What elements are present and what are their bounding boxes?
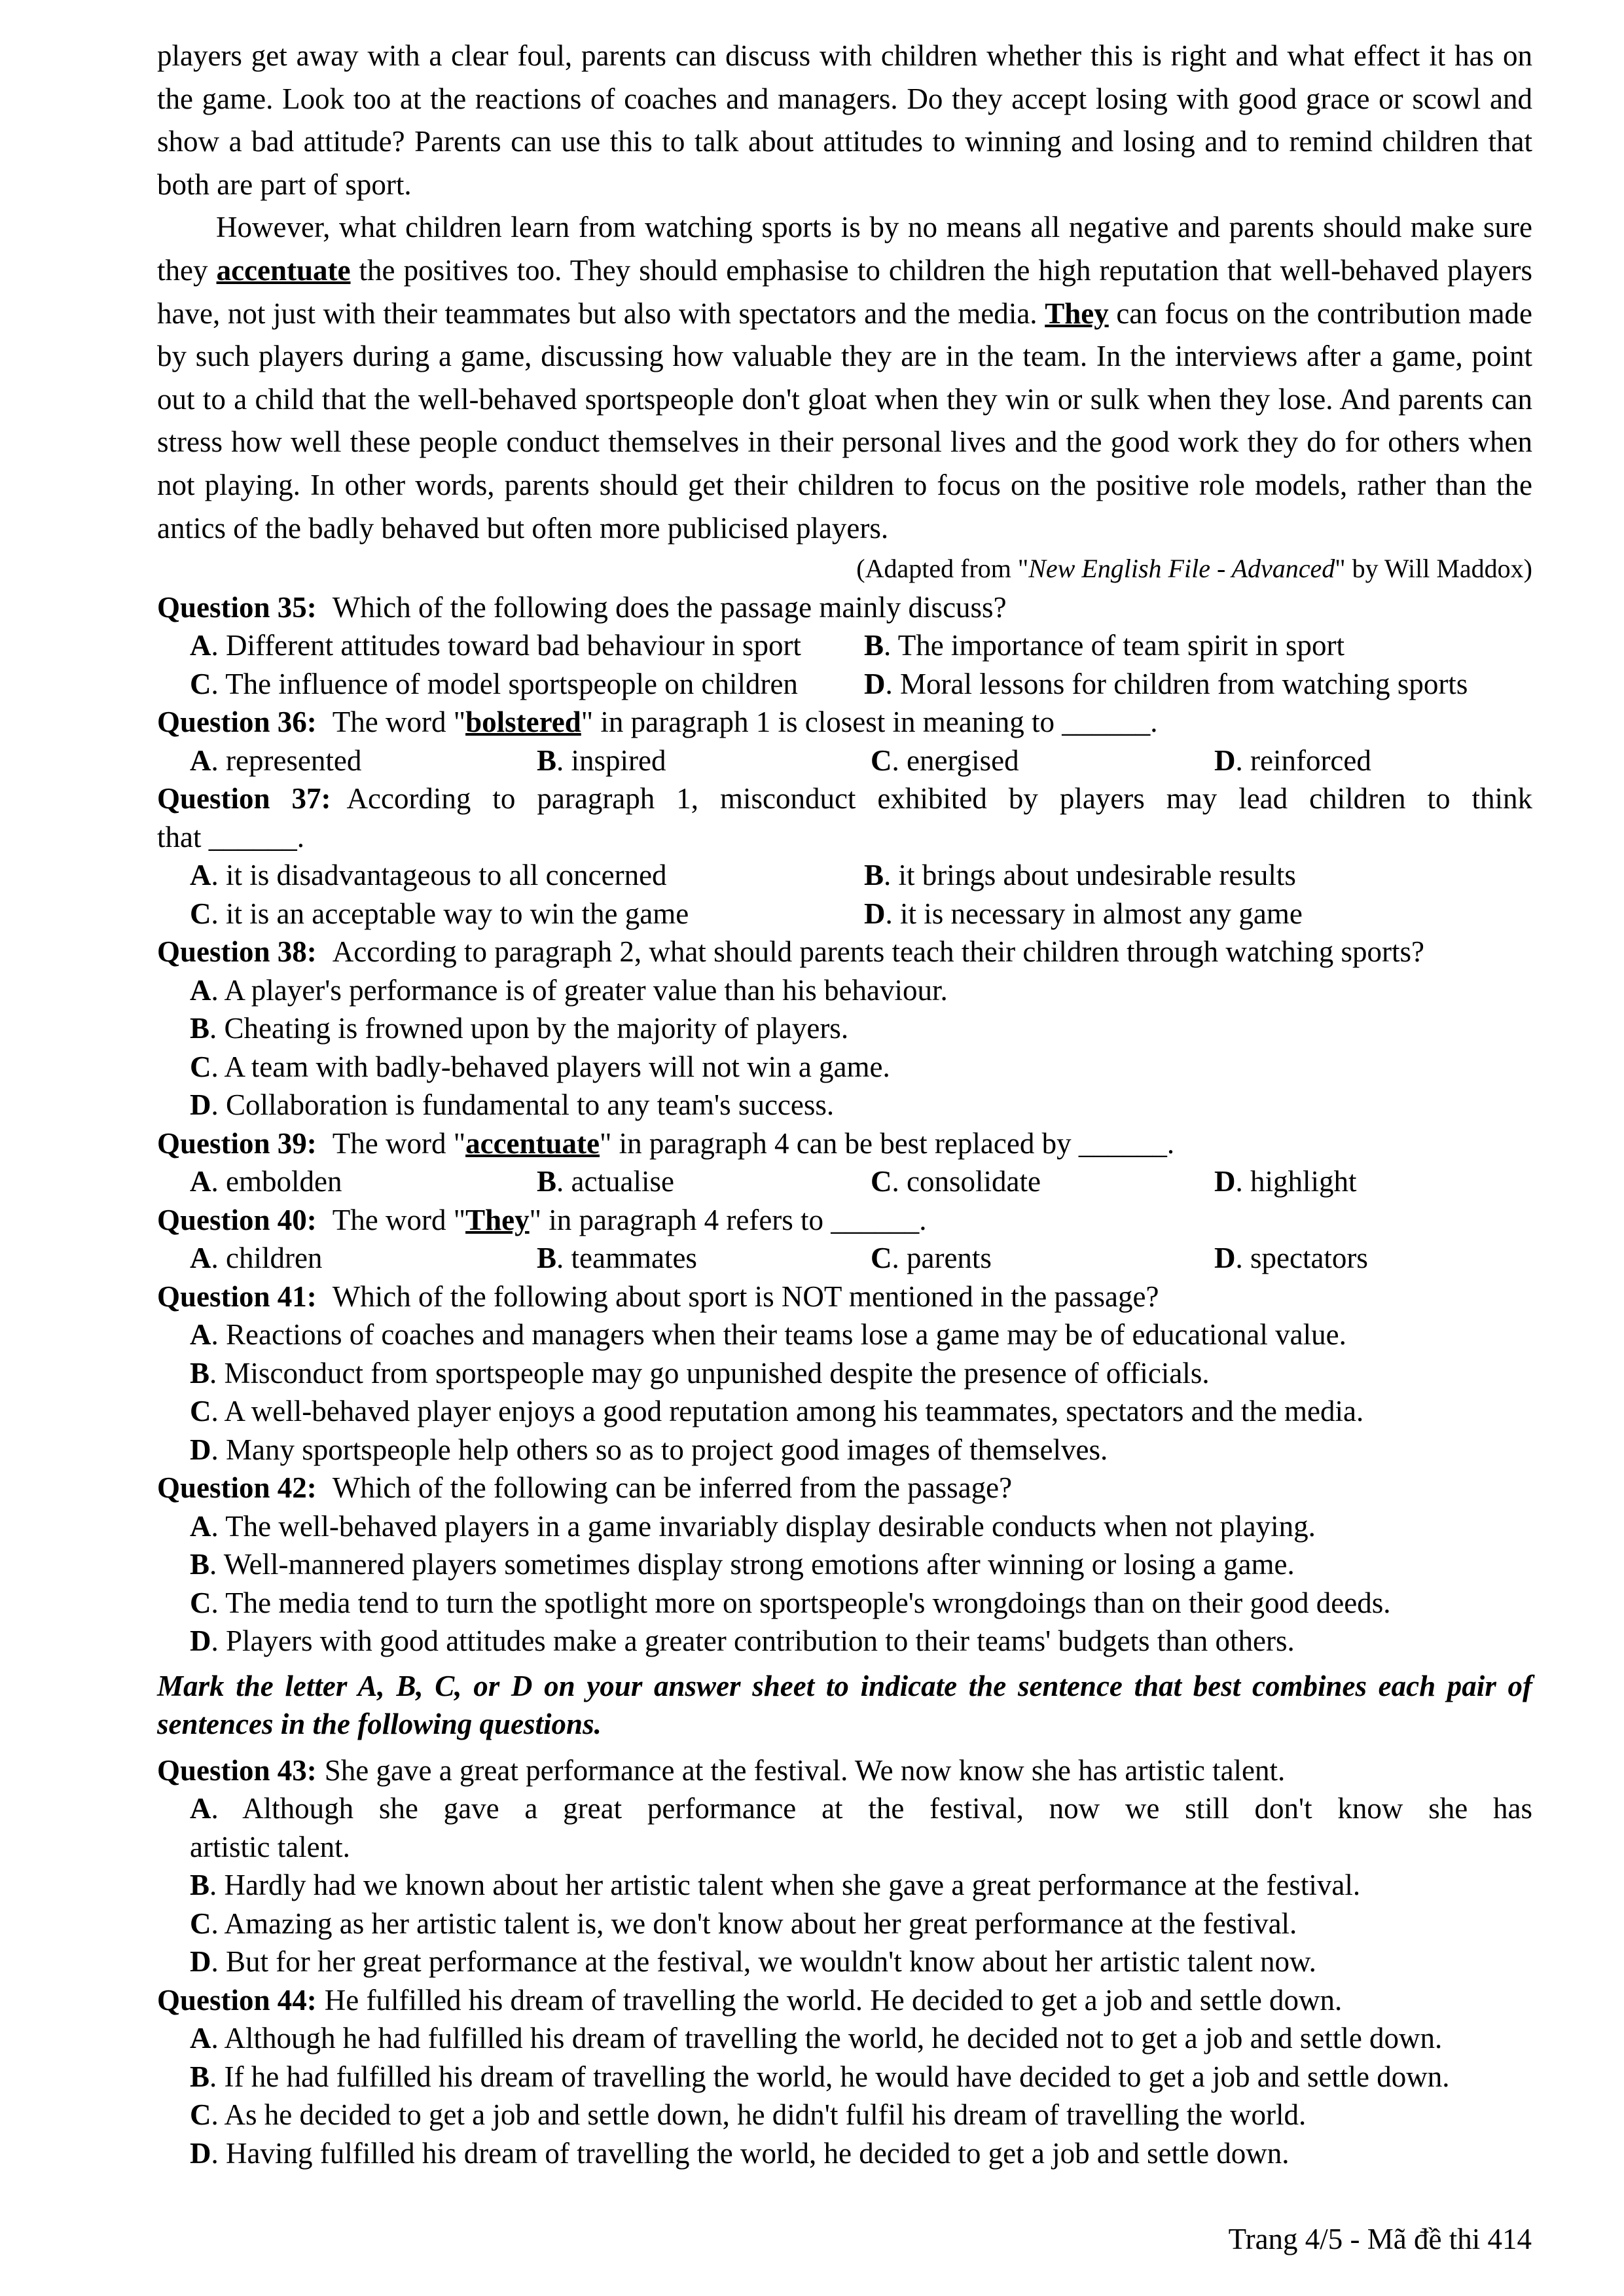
option-letter: C . <box>190 2098 225 2131</box>
option-text: Although he had fulfilled his dream of travelling the world, he decided not to get a job and settle down. <box>224 2022 1443 2055</box>
option-text: highlight <box>1250 1165 1357 1198</box>
option-letter: A . <box>190 1510 225 1543</box>
option-text: energised <box>907 744 1019 777</box>
keyword-they: They <box>1045 296 1109 330</box>
option-letter: C . <box>871 1242 907 1274</box>
option-letter: A . <box>190 974 225 1007</box>
option-letter: B . <box>864 629 898 662</box>
option-37-d <box>864 895 1532 933</box>
option-text: The media tend to turn the spotlight more on sportspeople's wrongdoings than on their good deeds. <box>225 1586 1391 1619</box>
option-44-d <box>157 2134 1532 2173</box>
question-35-label: Question 35: <box>157 590 317 624</box>
option-35-a <box>157 626 864 665</box>
question-39-stem <box>157 1124 1532 1163</box>
question-40-text: " in paragraph 4 refers to ______. <box>529 1203 927 1236</box>
option-text: inspired <box>571 744 666 777</box>
option-text: Amazing as her artistic talent is, we don't know about her great performance at the festival. <box>224 1907 1297 1940</box>
keyword-accentuate-ref: accentuate <box>465 1126 600 1160</box>
option-37-c <box>157 895 864 933</box>
question-36-options-row <box>157 742 1532 780</box>
option-text: embolden <box>226 1165 342 1198</box>
question-35-text: Which of the following does the passage mainly discuss? <box>332 590 1007 624</box>
option-letter: A . <box>190 1792 242 1825</box>
question-41-label: Question 41: <box>157 1280 317 1313</box>
question-39-label: Question 39: <box>157 1126 317 1160</box>
question-42-stem <box>157 1469 1532 1507</box>
option-text: Cheating is frowned upon by the majority of players. <box>224 1012 849 1045</box>
option-35-c <box>157 665 864 704</box>
option-letter: D . <box>864 897 900 930</box>
question-43-label: Question 43: <box>157 1753 317 1787</box>
option-42-b <box>157 1545 1532 1584</box>
option-39-d <box>1214 1162 1532 1201</box>
option-40-a <box>157 1239 537 1278</box>
option-text: Different attitudes toward bad behaviour in sport <box>226 629 801 662</box>
option-letter: C . <box>190 668 225 700</box>
option-text: Well-mannered players sometimes display strong emotions after winning or losing a game. <box>223 1548 1295 1581</box>
attribution-title: New English File - Advanced <box>1028 554 1335 584</box>
option-letter: C . <box>190 1395 225 1427</box>
option-text: represented <box>226 744 362 777</box>
option-letter: C . <box>190 1907 225 1940</box>
question-35-options-row-1 <box>157 626 1532 665</box>
attribution-close: " by Will Maddox) <box>1335 554 1532 584</box>
passage-paragraph-2 <box>157 206 1532 550</box>
option-41-c <box>157 1392 1532 1431</box>
option-letter: B . <box>190 2060 225 2093</box>
question-38-label: Question 38: <box>157 935 317 969</box>
option-42-d <box>157 1622 1532 1660</box>
question-43 <box>157 1751 1532 1981</box>
question-37-options-row-2 <box>157 895 1532 933</box>
option-letter: B . <box>537 1242 571 1274</box>
option-letter: B . <box>864 859 899 891</box>
option-41-b <box>157 1354 1532 1393</box>
option-39-b <box>537 1162 871 1201</box>
page-footer: Trang 4/5 - Mã đề thi 414 <box>1228 2223 1532 2255</box>
option-letter: D . <box>190 1945 226 1978</box>
option-40-b <box>537 1239 871 1278</box>
passage-text: the positives too. They should emphasise to children the high reputation that well-behaved players have, not just with their teammates but also with spectators and the media. <box>157 253 1532 330</box>
option-letter: D . <box>190 2137 226 2170</box>
question-37-stem-continued: that ______. <box>157 820 304 853</box>
option-text: Reactions of coaches and managers when their teams lose a game may be of educational value. <box>226 1318 1346 1352</box>
option-text: Collaboration is fundamental to any team's success. <box>226 1088 835 1122</box>
question-44-text: He fulfilled his dream of travelling the world. He decided to get a job and settle down. <box>324 1983 1343 2017</box>
question-41-stem <box>157 1278 1532 1316</box>
option-44-b <box>157 2058 1532 2096</box>
question-35-stem <box>157 588 1532 627</box>
option-letter: C . <box>871 744 907 777</box>
option-letter: C . <box>190 897 226 930</box>
question-35 <box>157 588 1532 704</box>
question-39 <box>157 1124 1532 1201</box>
question-36-label: Question 36: <box>157 706 317 739</box>
option-letter: B . <box>190 1548 224 1581</box>
option-43-b <box>157 1866 1532 1905</box>
passage-text: However, what children learn from watching sports is by no means all negative and parents should make sure they <box>157 211 1532 287</box>
option-36-c <box>871 742 1214 780</box>
option-38-a <box>157 971 1532 1010</box>
question-40-label: Question 40: <box>157 1203 317 1236</box>
option-44-a <box>157 2019 1532 2058</box>
keyword-they-ref: They <box>465 1203 530 1236</box>
option-letter: B . <box>190 1012 225 1045</box>
question-43-stem <box>157 1751 1532 1790</box>
option-39-a <box>157 1162 537 1201</box>
option-text: If he had fulfilled his dream of travelling the world, he would have decided to get a job and settle down. <box>224 2060 1450 2093</box>
option-text: consolidate <box>907 1165 1041 1198</box>
option-43-d <box>157 1943 1532 1981</box>
option-letter: D . <box>1214 744 1250 777</box>
option-letter: D . <box>190 1088 226 1121</box>
option-letter: A . <box>190 859 226 891</box>
question-36 <box>157 703 1532 780</box>
option-letter: D . <box>1214 1242 1250 1274</box>
question-37 <box>157 780 1532 933</box>
option-36-d <box>1214 742 1532 780</box>
option-letter: B . <box>537 744 571 777</box>
keyword-accentuate: accentuate <box>216 253 351 287</box>
reading-passage <box>157 35 1532 550</box>
question-36-text: The word " <box>332 706 466 739</box>
option-text: it is disadvantageous to all concerned <box>226 859 667 892</box>
option-letter: D . <box>864 668 900 700</box>
option-letter: B . <box>537 1165 571 1198</box>
option-text: The well-behaved players in a game invariably display desirable conducts when not playing. <box>225 1509 1316 1543</box>
option-43-c <box>157 1905 1532 1943</box>
question-44-stem <box>157 1981 1532 2020</box>
question-42 <box>157 1469 1532 1660</box>
option-letter: B . <box>190 1357 225 1390</box>
option-text: Although she gave a great performance at the festival, now we still don't know she has <box>242 1792 1532 1825</box>
option-38-c <box>157 1048 1532 1086</box>
option-38-d <box>157 1086 1532 1124</box>
option-40-c <box>871 1239 1214 1278</box>
question-42-text: Which of the following can be inferred from the passage? <box>332 1471 1013 1505</box>
question-37-text: According to paragraph 1, misconduct exhibited by players may lead children to think <box>346 782 1533 816</box>
question-41 <box>157 1278 1532 1469</box>
question-38-stem <box>157 933 1532 971</box>
option-42-c <box>157 1584 1532 1623</box>
option-text: actualise <box>571 1165 674 1198</box>
question-40-options-row <box>157 1239 1532 1278</box>
option-letter: A . <box>190 1318 226 1351</box>
question-36-stem <box>157 703 1532 742</box>
option-41-d <box>157 1431 1532 1469</box>
option-letter: D . <box>190 1433 226 1466</box>
option-35-b <box>864 626 1532 665</box>
option-37-a <box>157 856 864 895</box>
option-35-d <box>864 665 1532 704</box>
option-text: Players with good attitudes make a greater contribution to their teams' budgets than others. <box>226 1624 1295 1658</box>
option-text: Moral lessons for children from watching sports <box>900 667 1468 700</box>
question-39-text: The word " <box>332 1126 466 1160</box>
question-38-text: According to paragraph 2, what should parents teach their children through watching sports? <box>332 935 1425 969</box>
question-35-options-row-2 <box>157 665 1532 704</box>
question-40 <box>157 1201 1532 1278</box>
option-text: parents <box>907 1242 992 1275</box>
question-36-text: " in paragraph 1 is closest in meaning to ______. <box>581 706 1158 739</box>
question-37-label: Question 37: <box>157 782 331 816</box>
question-39-options-row <box>157 1162 1532 1201</box>
option-text: The importance of team spirit in sport <box>897 629 1345 662</box>
option-letter: C . <box>190 1587 225 1619</box>
option-text: teammates <box>571 1242 697 1275</box>
question-42-label: Question 42: <box>157 1471 317 1505</box>
passage-paragraph-1: players get away with a clear foul, parents can discuss with children whether this is right and what effect it has on the game. Look too at the reactions of coaches and managers. Do they accept losing with good grace or scowl and show a bad attitude? Parents can use this to talk about attitudes to winning and losing and to remind children that both are part of sport. <box>157 39 1532 201</box>
option-text: A player's performance is of greater value than his behaviour. <box>224 973 948 1007</box>
option-text: it brings about undesirable results <box>898 859 1296 892</box>
attribution-open: (Adapted from " <box>856 554 1029 584</box>
option-39-c <box>871 1162 1214 1201</box>
question-40-stem <box>157 1201 1532 1240</box>
option-43-a <box>157 1789 1532 1828</box>
option-text: it is an acceptable way to win the game <box>226 897 689 930</box>
section-instruction: Mark the letter A, B, C, or D on your answer sheet to indicate the sentence that best combines each pair of sentences in the following questions. <box>157 1669 1532 1741</box>
option-letter: C . <box>871 1165 907 1198</box>
option-letter: A . <box>190 1165 226 1198</box>
option-38-b <box>157 1009 1532 1048</box>
option-text: spectators <box>1250 1242 1368 1275</box>
option-letter: D . <box>1214 1165 1250 1198</box>
question-43-text: She gave a great performance at the festival. We now know she has artistic talent. <box>324 1753 1286 1787</box>
option-36-b <box>537 742 871 780</box>
keyword-bolstered: bolstered <box>465 706 581 739</box>
option-text: Having fulfilled his dream of travelling the world, he decided to get a job and settle down. <box>226 2136 1290 2170</box>
option-43-a-continued: artistic talent. <box>190 1830 350 1863</box>
option-letter: A . <box>190 2022 225 2054</box>
question-37-stem <box>157 780 1532 818</box>
option-letter: A . <box>190 744 226 777</box>
option-text: A well-behaved player enjoys a good reputation among his teammates, spectators and the media. <box>224 1395 1364 1428</box>
question-39-text: " in paragraph 4 can be best replaced by ______. <box>600 1126 1175 1160</box>
option-text: The influence of model sportspeople on children <box>225 667 798 700</box>
passage-text: can focus on the contribution made by such players during a game, discussing how valuable they are in the team. In the interviews after a game, point out to a child that the well-behaved sportspeople don't gloat when they win or sulk when they lose. And parents can stress how well these people conduct themselves in their personal lives and the good work they do for others when not playing. In other words, parents should get their children to focus on the positive role models, rather than the antics of the badly behaved but often more publicised players. <box>157 296 1532 545</box>
option-text: it is necessary in almost any game <box>900 897 1303 930</box>
question-40-text: The word " <box>332 1203 466 1236</box>
option-36-a <box>157 742 537 780</box>
option-text: Misconduct from sportspeople may go unpunished despite the presence of officials. <box>224 1356 1210 1390</box>
question-44 <box>157 1981 1532 2173</box>
option-text: reinforced <box>1250 744 1371 777</box>
option-41-a <box>157 1316 1532 1354</box>
option-text: children <box>226 1242 323 1275</box>
option-letter: A . <box>190 629 226 662</box>
option-letter: C . <box>190 1050 225 1083</box>
option-letter: A . <box>190 1242 226 1274</box>
option-40-d <box>1214 1239 1532 1278</box>
option-text: Many sportspeople help others so as to project good images of themselves. <box>226 1433 1108 1466</box>
option-text: But for her great performance at the festival, we wouldn't know about her artistic talent now. <box>226 1945 1316 1979</box>
option-42-a <box>157 1507 1532 1546</box>
option-letter: B . <box>190 1869 225 1901</box>
question-41-text: Which of the following about sport is NOT mentioned in the passage? <box>332 1280 1159 1313</box>
option-letter: D . <box>190 1624 226 1657</box>
option-text: Hardly had we known about her artistic talent when she gave a great performance at the festival. <box>224 1869 1361 1902</box>
option-44-c <box>157 2096 1532 2134</box>
option-37-b <box>864 856 1532 895</box>
attribution <box>157 550 1532 588</box>
question-38 <box>157 933 1532 1124</box>
option-text: A team with badly-behaved players will not win a game. <box>224 1050 890 1083</box>
option-text: As he decided to get a job and settle down, he didn't fulfil his dream of travelling the world. <box>224 2098 1307 2132</box>
question-37-options-row-1 <box>157 856 1532 895</box>
question-44-label: Question 44: <box>157 1983 317 2017</box>
